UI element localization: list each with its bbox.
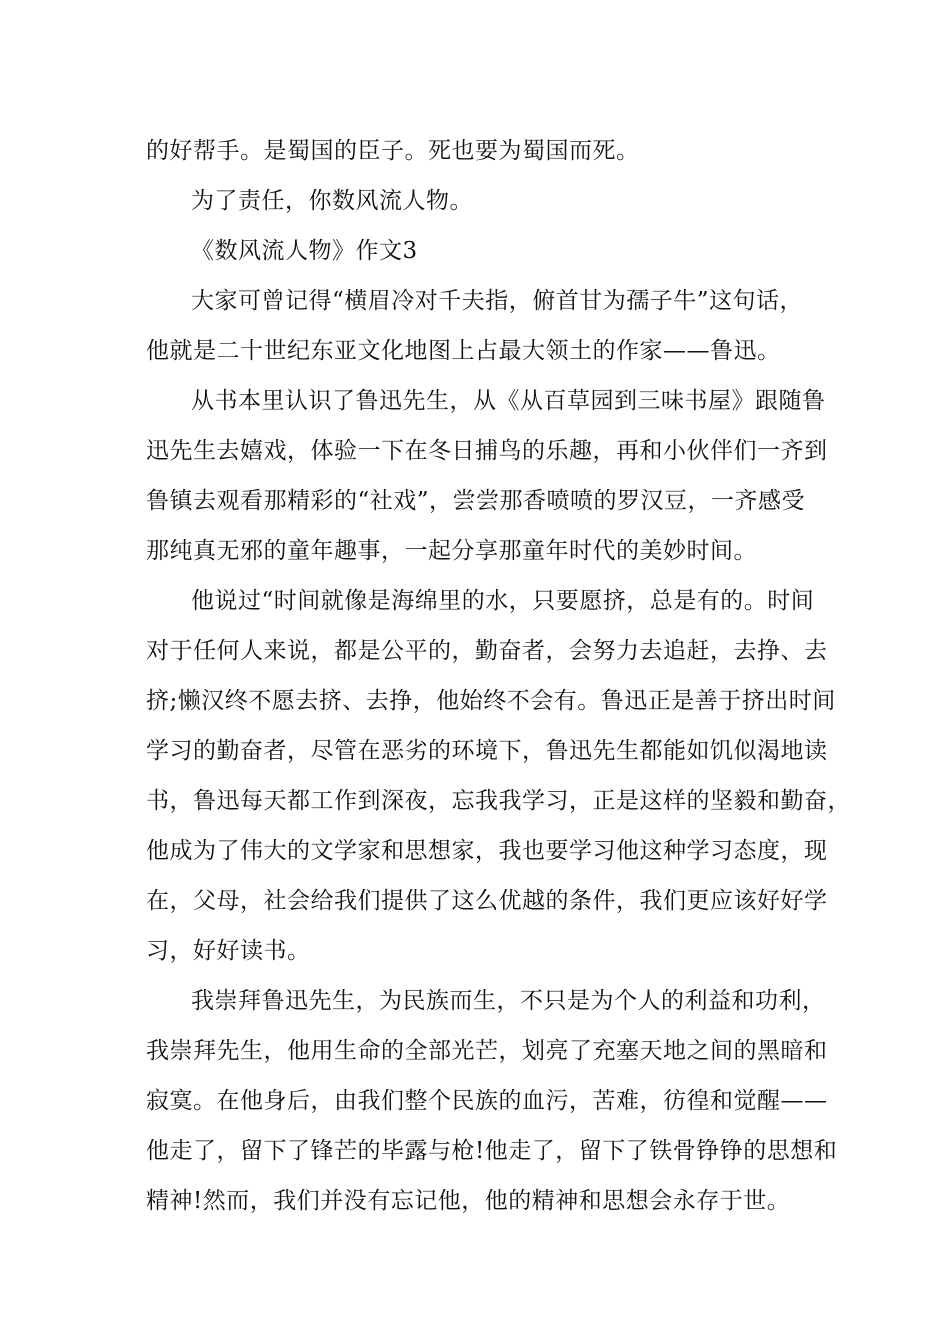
text-line: 挤;懒汉终不愿去挤、去挣，他始终不会有。鲁迅正是善于挤出时间 xyxy=(146,688,836,714)
text-line: 在，父母，社会给我们提供了这么优越的条件，我们更应该好好学 xyxy=(146,888,828,914)
text-line: 从书本里认识了鲁迅先生，从《从百草园到三味书屋》跟随鲁 xyxy=(191,388,826,414)
text-line: 我崇拜鲁迅先生，为民族而生，不只是为个人的利益和功利， xyxy=(191,988,826,1014)
text-line: 为了责任，你数风流人物。 xyxy=(191,188,473,214)
text-line: 他成为了伟大的文学家和思想家，我也要学习他这种学习态度，现 xyxy=(146,838,828,864)
text-line: 他说过“时间就像是海绵里的水，只要愿挤，总是有的。时间 xyxy=(191,588,815,614)
text-line: 学习的勤奋者，尽管在恶劣的环境下，鲁迅先生都能如饥似渴地读 xyxy=(146,738,828,764)
text-line: 精神!然而，我们并没有忘记他，他的精神和思想会永存于世。 xyxy=(146,1188,791,1214)
text-line: 鲁镇去观看那精彩的“社戏”，尝尝那香喷喷的罗汉豆，一齐感受 xyxy=(146,488,806,514)
text-line: 对于任何人来说，都是公平的，勤奋者，会努力去追赶，去挣、去 xyxy=(146,638,828,664)
text-line: 的好帮手。是蜀国的臣子。死也要为蜀国而死。 xyxy=(146,138,640,164)
text-line: 大家可曾记得“横眉冷对千夫指，俯首甘为孺子牛”这句话， xyxy=(191,288,804,314)
section-heading: 《数风流人物》作文3 xyxy=(191,238,418,264)
text-line: 那纯真无邪的童年趣事，一起分享那童年时代的美妙时间。 xyxy=(146,538,757,564)
text-line: 习，好好读书。 xyxy=(146,938,311,964)
text-line: 寂寞。在他身后，由我们整个民族的血污，苦难，彷徨和觉醒—— xyxy=(146,1088,828,1114)
text-line: 我崇拜先生，他用生命的全部光芒，划亮了充塞天地之间的黑暗和 xyxy=(146,1038,828,1064)
text-line: 他走了，留下了锋芒的毕露与枪!他走了，留下了铁骨铮铮的思想和 xyxy=(146,1138,838,1164)
text-line: 迅先生去嬉戏，体验一下在冬日捕鸟的乐趣，再和小伙伴们一齐到 xyxy=(146,438,828,464)
text-line: 书，鲁迅每天都工作到深夜，忘我我学习，正是这样的坚毅和勤奋， xyxy=(146,788,851,814)
text-line: 他就是二十世纪东亚文化地图上占最大领土的作家——鲁迅。 xyxy=(146,338,781,364)
